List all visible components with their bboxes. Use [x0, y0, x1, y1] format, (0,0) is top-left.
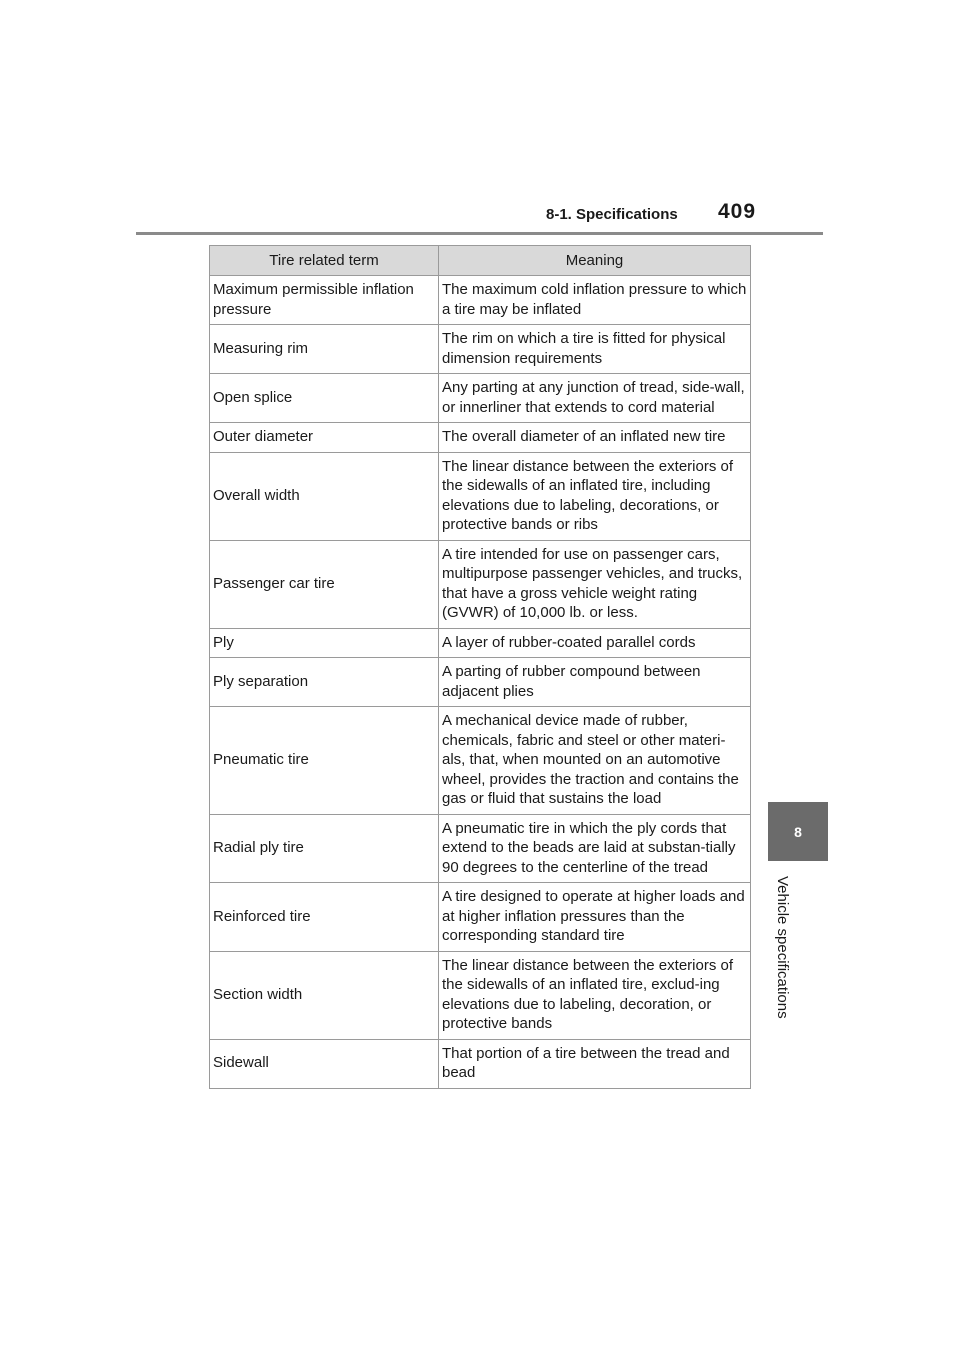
table-row: [210, 423, 751, 453]
term-cell: Measuring rim: [210, 325, 439, 374]
meaning-cell: The linear distance between the exteriors of the sidewalls of an inflated tire, including elevations due to labeling, decorations, or protective bands or ribs: [439, 452, 751, 540]
table-row: [210, 540, 751, 628]
table-row: [210, 452, 751, 540]
term-cell: Overall width: [210, 452, 439, 540]
column-header-term: Tire related term: [210, 246, 439, 276]
meaning-cell: The maximum cold inflation pressure to which a tire may be inflated: [439, 276, 751, 325]
column-header-meaning: Meaning: [439, 246, 751, 276]
table-row: [210, 276, 751, 325]
meaning-cell: A mechanical device made of rubber, chemicals, fabric and steel or other materi-als, that, when mounted on an automotive wheel, provides the traction and contains the gas or fluid that sustains the load: [439, 707, 751, 815]
chapter-number: 8: [794, 823, 802, 840]
table-row: [210, 883, 751, 952]
chapter-tab: [768, 802, 828, 861]
table-row: [210, 658, 751, 707]
meaning-cell: Any parting at any junction of tread, side-wall, or innerliner that extends to cord material: [439, 374, 751, 423]
page-number: 409: [718, 200, 757, 223]
meaning-cell: A pneumatic tire in which the ply cords that extend to the beads are laid at substan-tially 90 degrees to the centerline of the tread: [439, 814, 751, 883]
term-cell: Sidewall: [210, 1039, 439, 1088]
meaning-cell: A parting of rubber compound between adjacent plies: [439, 658, 751, 707]
table-row: [210, 951, 751, 1039]
table-row: [210, 325, 751, 374]
meaning-cell: A tire designed to operate at higher loads and at higher inflation pressures than the corresponding standard tire: [439, 883, 751, 952]
term-cell: Maximum permissible inflation pressure: [210, 276, 439, 325]
term-cell: Ply: [210, 628, 439, 658]
chapter-title: Vehicle specifications: [774, 876, 791, 1019]
meaning-cell: The rim on which a tire is fitted for physical dimension requirements: [439, 325, 751, 374]
header-divider: [136, 232, 823, 235]
term-cell: Radial ply tire: [210, 814, 439, 883]
section-title: 8-1. Specifications: [546, 206, 678, 223]
table-row: [210, 374, 751, 423]
table-header-row: [210, 246, 751, 276]
meaning-cell: The overall diameter of an inflated new tire: [439, 423, 751, 453]
meaning-cell: That portion of a tire between the tread and bead: [439, 1039, 751, 1088]
tire-terms-table: [209, 245, 751, 1089]
table-row: [210, 707, 751, 815]
table-row: [210, 628, 751, 658]
term-cell: Passenger car tire: [210, 540, 439, 628]
table-row: [210, 1039, 751, 1088]
term-cell: Outer diameter: [210, 423, 439, 453]
term-cell: Open splice: [210, 374, 439, 423]
table-row: [210, 814, 751, 883]
term-cell: Reinforced tire: [210, 883, 439, 952]
meaning-cell: A layer of rubber-coated parallel cords: [439, 628, 751, 658]
meaning-cell: A tire intended for use on passenger cars, multipurpose passenger vehicles, and trucks, that have a gross vehicle weight rating (GVWR) of 10,000 lb. or less.: [439, 540, 751, 628]
meaning-cell: The linear distance between the exteriors of the sidewalls of an inflated tire, exclud-ing elevations due to labeling, decoration, or protective bands: [439, 951, 751, 1039]
term-cell: Pneumatic tire: [210, 707, 439, 815]
term-cell: Section width: [210, 951, 439, 1039]
term-cell: Ply separation: [210, 658, 439, 707]
